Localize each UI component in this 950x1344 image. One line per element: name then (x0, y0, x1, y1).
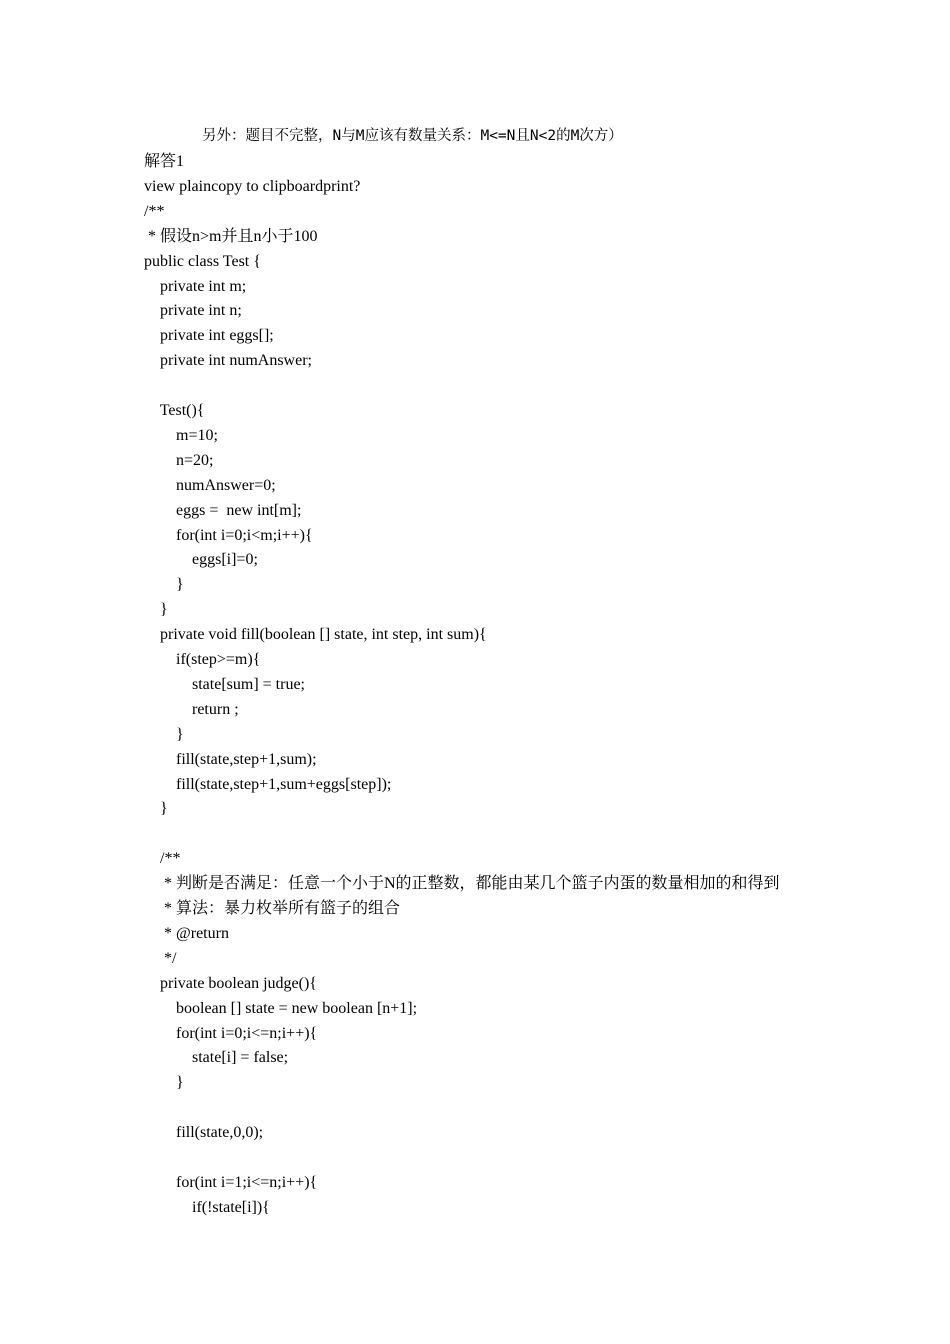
text-line: private int m; (144, 277, 247, 295)
text-line: m=10; (144, 426, 218, 444)
text-line: private boolean judge(){ (144, 974, 317, 992)
text-line: private void fill(boolean [] state, int step, int sum){ (144, 626, 487, 644)
text-line: boolean [] state = new boolean [n+1]; (144, 999, 418, 1017)
text-line: public class Test { (144, 252, 261, 270)
text-line: * 判断是否满足：任意一个小于N的正整数，都能由某几个篮子内蛋的数量相加的和得到 (144, 875, 780, 893)
text-line: state[i] = false; (144, 1049, 289, 1067)
text-line: for(int i=0;i<=n;i++){ (144, 1024, 318, 1042)
text-line: } (144, 576, 184, 594)
text-line: eggs = new int[m]; (144, 501, 302, 519)
text-line: fill(state,step+1,sum); (144, 750, 317, 768)
text-line: for(int i=0;i<m;i++){ (144, 526, 313, 544)
text-line: if(step>=m){ (144, 651, 261, 668)
text-line: */ (144, 949, 177, 967)
text-line: * @return (144, 924, 229, 942)
text-line: 解答1 (144, 153, 185, 170)
text-line: private int eggs[]; (144, 327, 274, 345)
text-line: /** (144, 202, 165, 220)
note-line: 另外：题目不完整，N与M应该有数量关系：M<=N且N<2的M次方） (202, 128, 623, 144)
text-line: n=20; (144, 451, 214, 469)
text-line: } (144, 800, 168, 818)
text-line: return ; (144, 700, 239, 718)
text-line: state[sum] = true; (144, 675, 305, 693)
text-line: } (144, 725, 184, 743)
text-line: private int n; (144, 302, 242, 320)
text-line: fill(state,step+1,sum+eggs[step]); (144, 775, 392, 793)
text-line: /** (144, 850, 181, 868)
text-line: } (144, 601, 168, 619)
text-line: for(int i=1;i<=n;i++){ (144, 1173, 318, 1191)
text-line: eggs[i]=0; (144, 551, 258, 569)
text-line: * 算法：暴力枚举所有篮子的组合 (144, 900, 401, 917)
text-line: } (144, 1074, 184, 1092)
text-line: fill(state,0,0); (144, 1124, 264, 1142)
text-line: if(!state[i]){ (144, 1198, 270, 1216)
text-line: numAnswer=0; (144, 476, 276, 494)
text-line: private int numAnswer; (144, 352, 312, 370)
text-line: view plaincopy to clipboardprint? (144, 177, 361, 195)
text-line: * 假设n>m并且n小于100 (144, 227, 318, 245)
text-line: Test(){ (144, 402, 205, 419)
